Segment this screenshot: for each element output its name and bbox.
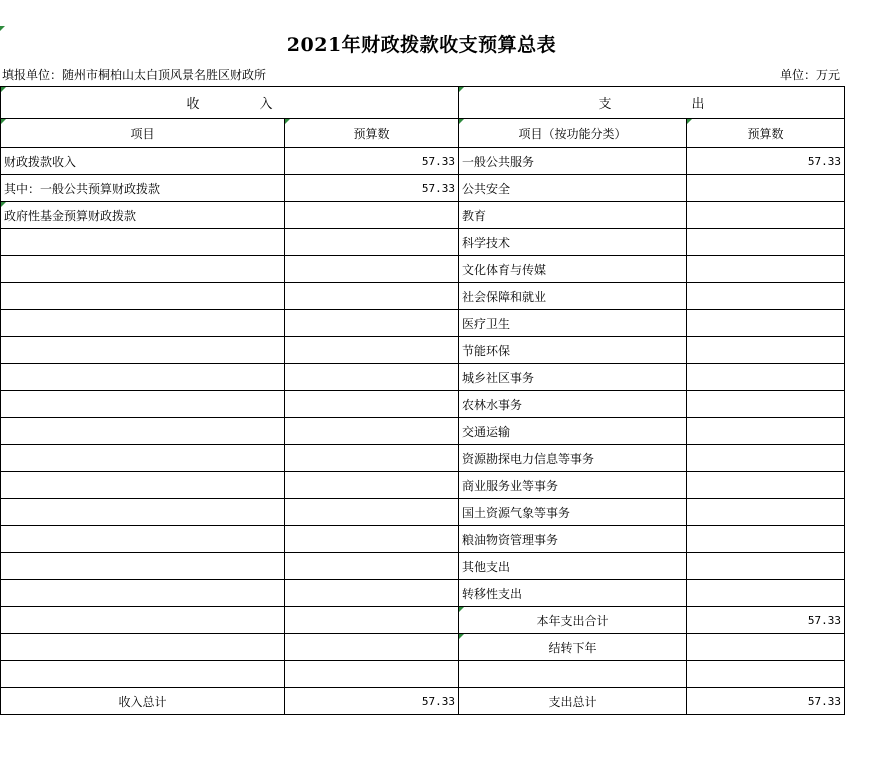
income-amount-cell[interactable] <box>285 418 459 445</box>
expense-amount-cell[interactable] <box>687 499 845 526</box>
cell-text: 一般公共服务 <box>462 154 535 169</box>
table-row <box>1 175 845 202</box>
cell-text: 57.33 <box>421 694 455 708</box>
expense-item-cell[interactable] <box>459 364 687 391</box>
income-item-cell[interactable] <box>1 526 285 553</box>
cell-text: 其中：一般公共预算财政拨款 <box>4 181 161 196</box>
cell-text: 财政拨款收入 <box>4 154 77 169</box>
cell-text: 国土资源气象等事务 <box>462 505 571 520</box>
expense-item-cell[interactable] <box>459 310 687 337</box>
income-item-cell[interactable] <box>1 634 285 661</box>
expense-amount-cell[interactable] <box>687 391 845 418</box>
income-header-char: 入 <box>259 97 273 112</box>
income-item-cell[interactable] <box>1 580 285 607</box>
income-item-cell[interactable] <box>1 337 285 364</box>
income-amount-cell[interactable] <box>285 499 459 526</box>
income-amount-cell[interactable] <box>285 607 459 634</box>
income-amount-cell[interactable] <box>285 472 459 499</box>
table-row <box>1 202 845 229</box>
income-amount-cell[interactable] <box>285 256 459 283</box>
cell-text: 支出总计 <box>548 694 597 709</box>
cell-marker-icon <box>1 202 6 207</box>
cell-text: 教育 <box>462 208 487 223</box>
expense-amount-cell[interactable] <box>687 445 845 472</box>
carry-forward-amount[interactable] <box>687 634 845 661</box>
income-amount-cell[interactable] <box>285 202 459 229</box>
cell-marker-icon <box>459 607 464 612</box>
income-header-char: 收 <box>186 97 200 112</box>
budget-table <box>0 86 845 715</box>
col-header-label: 预算数 <box>353 126 390 141</box>
col-header-item-func[interactable] <box>459 119 687 148</box>
header-row-sections <box>1 87 845 119</box>
cell-marker-icon <box>1 119 6 124</box>
expense-item-cell[interactable] <box>459 580 687 607</box>
expense-item-cell[interactable] <box>459 499 687 526</box>
income-amount-cell[interactable] <box>285 283 459 310</box>
expense-item-cell[interactable] <box>459 229 687 256</box>
table-row <box>1 634 845 661</box>
header-row-columns <box>1 119 845 148</box>
cell-text: 农林水事务 <box>462 397 523 412</box>
expense-amount-cell[interactable] <box>687 175 845 202</box>
income-section-header[interactable] <box>1 87 459 119</box>
expense-item-cell[interactable] <box>459 283 687 310</box>
cell-text: 转移性支出 <box>462 586 523 601</box>
expense-item-cell[interactable] <box>459 418 687 445</box>
cell-text: 文化体育与传媒 <box>462 262 547 277</box>
expense-amount-cell[interactable] <box>687 202 845 229</box>
income-item-cell[interactable] <box>1 472 285 499</box>
expense-item-cell[interactable] <box>459 148 687 175</box>
expense-item-cell[interactable] <box>459 661 687 688</box>
expense-item-cell[interactable] <box>459 256 687 283</box>
cell-text: 城乡社区事务 <box>462 370 535 385</box>
income-amount-cell[interactable] <box>285 310 459 337</box>
expense-amount-cell[interactable] <box>687 256 845 283</box>
cell-text: 其他支出 <box>462 559 511 574</box>
income-amount-cell[interactable] <box>285 391 459 418</box>
expense-item-cell[interactable] <box>459 526 687 553</box>
cell-text: 政府性基金预算财政拨款 <box>4 208 137 223</box>
expense-total-label[interactable] <box>459 688 687 715</box>
year-expense-total-amount[interactable] <box>687 607 845 634</box>
income-item-cell[interactable] <box>1 445 285 472</box>
income-item-cell[interactable] <box>1 661 285 688</box>
income-amount-cell[interactable] <box>285 526 459 553</box>
cell-text: 57.33 <box>807 613 841 627</box>
expense-amount-cell[interactable] <box>687 337 845 364</box>
table-row <box>1 580 845 607</box>
year-expense-total-label[interactable] <box>459 607 687 634</box>
expense-item-cell[interactable] <box>459 553 687 580</box>
page-title: 2021年财政拨款收支预算总表 <box>286 34 557 56</box>
income-item-cell[interactable] <box>1 499 285 526</box>
cell-text: 57.33 <box>807 154 841 168</box>
cell-marker-icon <box>1 87 6 92</box>
table-row <box>1 364 845 391</box>
totals-row <box>1 688 845 715</box>
income-amount-cell[interactable] <box>285 364 459 391</box>
cell-text: 科学技术 <box>462 235 511 250</box>
income-item-cell[interactable] <box>1 256 285 283</box>
income-item-cell[interactable] <box>1 310 285 337</box>
col-header-budget[interactable] <box>285 119 459 148</box>
table-row <box>1 256 845 283</box>
cell-marker-icon <box>459 634 464 639</box>
income-item-cell[interactable] <box>1 553 285 580</box>
income-amount-cell[interactable] <box>285 634 459 661</box>
income-item-cell[interactable] <box>1 148 285 175</box>
cell-text: 资源勘探电力信息等事务 <box>462 451 595 466</box>
table-row <box>1 607 845 634</box>
income-item-cell[interactable] <box>1 175 285 202</box>
col-header-item[interactable] <box>1 119 285 148</box>
table-row <box>1 310 845 337</box>
expense-item-cell[interactable] <box>459 472 687 499</box>
expense-item-cell[interactable] <box>459 202 687 229</box>
income-item-cell[interactable] <box>1 607 285 634</box>
table-row <box>1 148 845 175</box>
cell-marker-icon <box>687 119 692 124</box>
col-header-label: 项目 <box>130 126 155 141</box>
table-row <box>1 418 845 445</box>
table-row <box>1 391 845 418</box>
table-row <box>1 445 845 472</box>
expense-amount-cell[interactable] <box>687 364 845 391</box>
expense-total-amount[interactable] <box>687 688 845 715</box>
cell-text: 粮油物资管理事务 <box>462 532 559 547</box>
cell-text: 57.33 <box>421 154 455 168</box>
cell-text: 公共安全 <box>462 181 511 196</box>
income-item-cell[interactable] <box>1 229 285 256</box>
income-total-amount[interactable] <box>285 688 459 715</box>
currency-unit: 单位：万元 <box>779 68 840 82</box>
income-item-cell[interactable] <box>1 364 285 391</box>
cell-text: 社会保障和就业 <box>462 289 547 304</box>
expense-amount-cell[interactable] <box>687 472 845 499</box>
table-row <box>1 661 845 688</box>
cell-marker-icon <box>459 119 464 124</box>
expense-item-cell[interactable] <box>459 391 687 418</box>
income-amount-cell[interactable] <box>285 148 459 175</box>
cell-text: 收入总计 <box>118 694 167 709</box>
income-amount-cell[interactable] <box>285 175 459 202</box>
expense-header-char: 支 <box>598 97 612 112</box>
expense-section-header[interactable] <box>459 87 845 119</box>
carry-forward-label[interactable] <box>459 634 687 661</box>
expense-amount-cell[interactable] <box>687 526 845 553</box>
expense-amount-cell[interactable] <box>687 580 845 607</box>
income-amount-cell[interactable] <box>285 229 459 256</box>
expense-item-cell[interactable] <box>459 175 687 202</box>
cell-text: 结转下年 <box>548 640 597 655</box>
cell-text: 本年支出合计 <box>536 613 609 628</box>
expense-amount-cell[interactable] <box>687 553 845 580</box>
table-row <box>1 499 845 526</box>
expense-amount-cell[interactable] <box>687 310 845 337</box>
expense-amount-cell[interactable] <box>687 418 845 445</box>
table-row <box>1 472 845 499</box>
cell-marker-icon <box>459 87 464 92</box>
cell-text: 57.33 <box>421 181 455 195</box>
cell-text: 商业服务业等事务 <box>462 478 559 493</box>
cell-marker-icon <box>285 119 290 124</box>
income-amount-cell[interactable] <box>285 337 459 364</box>
income-amount-cell[interactable] <box>285 445 459 472</box>
col-header-label: 项目（按功能分类） <box>518 126 627 141</box>
expense-amount-cell[interactable] <box>687 661 845 688</box>
table-row <box>1 337 845 364</box>
income-item-cell[interactable] <box>1 391 285 418</box>
table-row <box>1 283 845 310</box>
income-amount-cell[interactable] <box>285 661 459 688</box>
cell-text: 57.33 <box>807 694 841 708</box>
col-header-budget2[interactable] <box>687 119 845 148</box>
expense-item-cell[interactable] <box>459 445 687 472</box>
table-row <box>1 553 845 580</box>
income-total-label[interactable] <box>1 688 285 715</box>
income-item-cell[interactable] <box>1 283 285 310</box>
expense-amount-cell[interactable] <box>687 283 845 310</box>
expense-item-cell[interactable] <box>459 337 687 364</box>
expense-header-char: 出 <box>691 97 705 112</box>
cell-text: 交通运输 <box>462 424 511 439</box>
income-item-cell[interactable] <box>1 418 285 445</box>
cell-text: 节能环保 <box>462 343 511 358</box>
income-amount-cell[interactable] <box>285 553 459 580</box>
expense-amount-cell[interactable] <box>687 148 845 175</box>
income-item-cell[interactable] <box>1 202 285 229</box>
reporting-unit: 填报单位：随州市桐柏山太白顶风景名胜区财政所 <box>2 68 267 82</box>
table-row <box>1 526 845 553</box>
expense-amount-cell[interactable] <box>687 229 845 256</box>
table-row <box>1 229 845 256</box>
col-header-label: 预算数 <box>747 126 784 141</box>
income-amount-cell[interactable] <box>285 580 459 607</box>
cell-text: 医疗卫生 <box>462 316 511 331</box>
